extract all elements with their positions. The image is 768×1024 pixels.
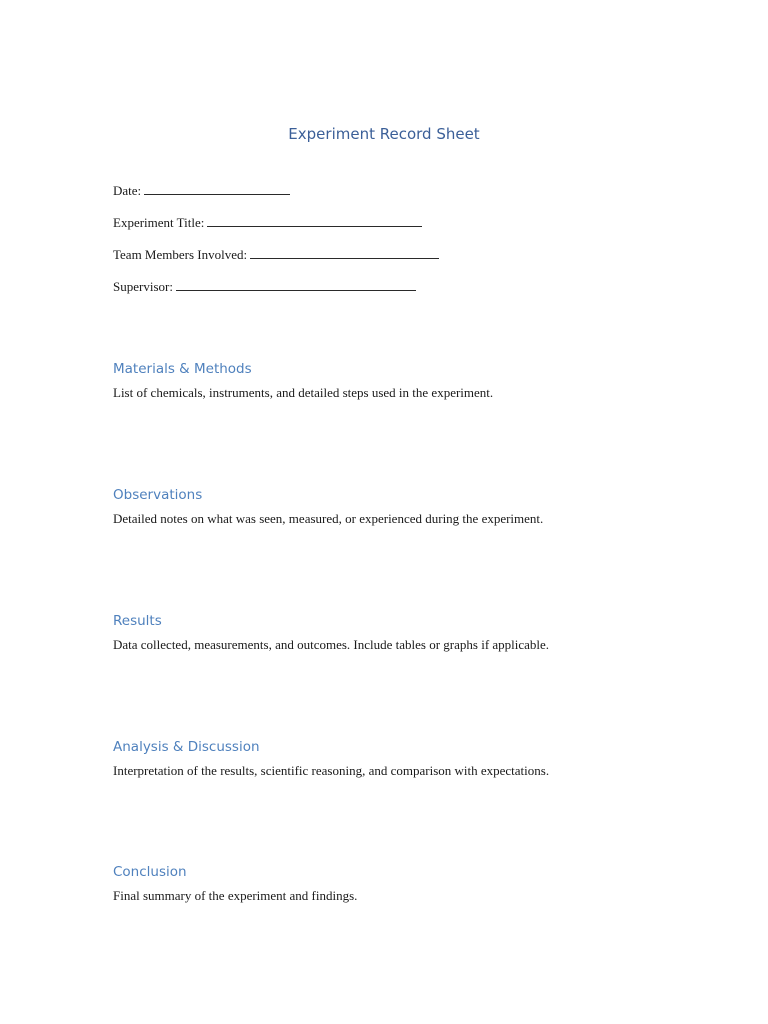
experiment-title-label: Experiment Title: — [113, 215, 205, 230]
section-description-analysis-discussion: Interpretation of the results, scientific reasoning, and comparison with expectations. — [113, 763, 550, 778]
section-heading-conclusion: Conclusion — [113, 864, 187, 880]
team-members-blank-line[interactable] — [250, 246, 439, 259]
supervisor-field — [113, 278, 416, 295]
date-field — [113, 182, 290, 199]
section-description-results: Data collected, measurements, and outcomes. Include tables or graphs if applicable. — [113, 637, 550, 652]
experiment-title-blank-line[interactable] — [207, 214, 422, 227]
supervisor-label: Supervisor: — [113, 279, 173, 294]
date-blank-line[interactable] — [144, 182, 290, 195]
supervisor-blank-line[interactable] — [176, 278, 416, 291]
section-heading-analysis-discussion: Analysis & Discussion — [113, 739, 260, 755]
team-members-field — [113, 246, 439, 263]
section-heading-observations: Observations — [113, 487, 203, 503]
section-description-observations: Detailed notes on what was seen, measured, or experienced during the experiment. — [113, 511, 544, 526]
page-title: Experiment Record Sheet — [288, 125, 480, 143]
team-members-label: Team Members Involved: — [113, 247, 248, 262]
section-heading-materials-methods: Materials & Methods — [113, 361, 252, 377]
date-label: Date: — [113, 183, 142, 198]
experiment-title-field — [113, 214, 422, 231]
section-heading-results: Results — [113, 613, 162, 629]
section-description-materials-methods: List of chemicals, instruments, and detailed steps used in the experiment. — [113, 385, 494, 400]
section-description-conclusion: Final summary of the experiment and findings. — [113, 888, 358, 903]
